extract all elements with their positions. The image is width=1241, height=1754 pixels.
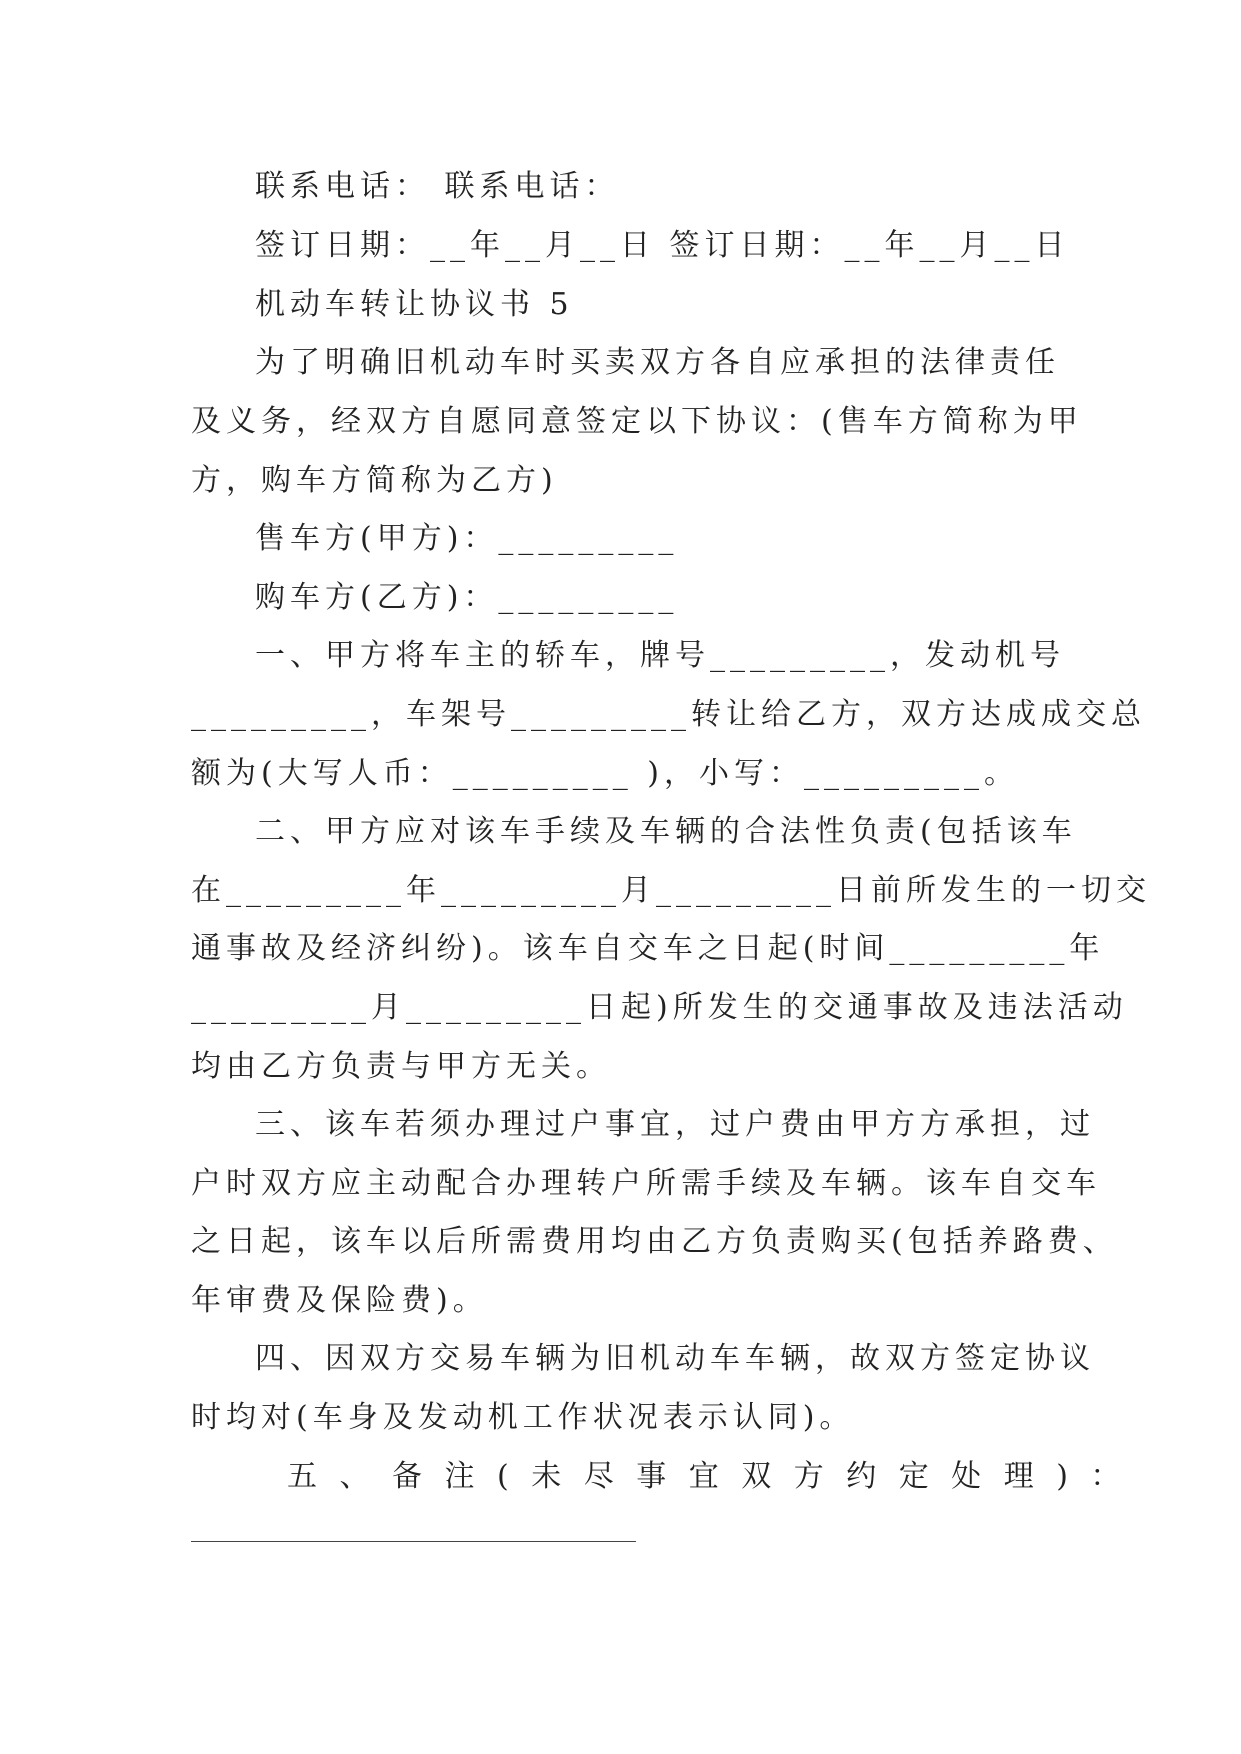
- contact-phone-line: 联系电话： 联系电话：: [255, 169, 620, 204]
- intro-paragraph-line-1: 为了明确旧机动车时买卖双方各自应承担的法律责任: [255, 345, 1060, 380]
- clause-1-line-2: _________，车架号_________转让给乙方，双方达成成交总: [191, 697, 1146, 732]
- clause-3-line-4: 年审费及保险费)。: [191, 1283, 488, 1318]
- seller-party-line: 售车方(甲方)：_________: [255, 521, 679, 556]
- clause-5-remarks: 五、备注(未尽事宜双方约定处理)：: [287, 1459, 1143, 1494]
- clause-1-line-3: 额为(大写人币：_________ )，小写：_________。: [191, 756, 1019, 791]
- clause-2-line-3: 通事故及经济纠纷)。该车自交车之日起(时间_________年: [191, 931, 1105, 966]
- clause-2-line-5: 均由乙方负责与甲方无关。: [191, 1049, 611, 1084]
- clause-2-line-4: _________月_________日起)所发生的交通事故及违法活动: [191, 990, 1128, 1025]
- clause-2-line-1: 二、甲方应对该车手续及车辆的合法性负责(包括该车: [255, 814, 1077, 849]
- intro-paragraph-line-2: 及义务，经双方自愿同意签定以下协议：(售车方简称为甲: [191, 404, 1083, 439]
- agreement-title: 机动车转让协议书 5: [255, 287, 574, 322]
- clause-3-line-3: 之日起，该车以后所需费用均由乙方负责购买(包括养路费、: [191, 1224, 1118, 1259]
- clause-4-line-1: 四、因双方交易车辆为旧机动车车辆，故双方签定协议: [255, 1341, 1095, 1376]
- clause-3-line-1: 三、该车若须办理过户事宜，过户费由甲方方承担，过: [255, 1107, 1095, 1142]
- clause-1-line-1: 一、甲方将车主的轿车，牌号_________，发动机号: [255, 638, 1065, 673]
- signing-date-line: 签订日期：__年__月__日 签订日期：__年__月__日: [255, 228, 1070, 263]
- clause-4-line-2: 时均对(车身及发动机工作状况表示认同)。: [191, 1400, 855, 1435]
- clause-2-line-2: 在_________年_________月_________日前所发生的一切交: [191, 873, 1151, 908]
- intro-paragraph-line-3: 方，购车方简称为乙方): [191, 463, 558, 498]
- buyer-party-line: 购车方(乙方)：_________: [255, 580, 679, 615]
- clause-3-line-2: 户时双方应主动配合办理转户所需手续及车辆。该车自交车: [191, 1166, 1101, 1201]
- remarks-blank-rule: [191, 1541, 636, 1542]
